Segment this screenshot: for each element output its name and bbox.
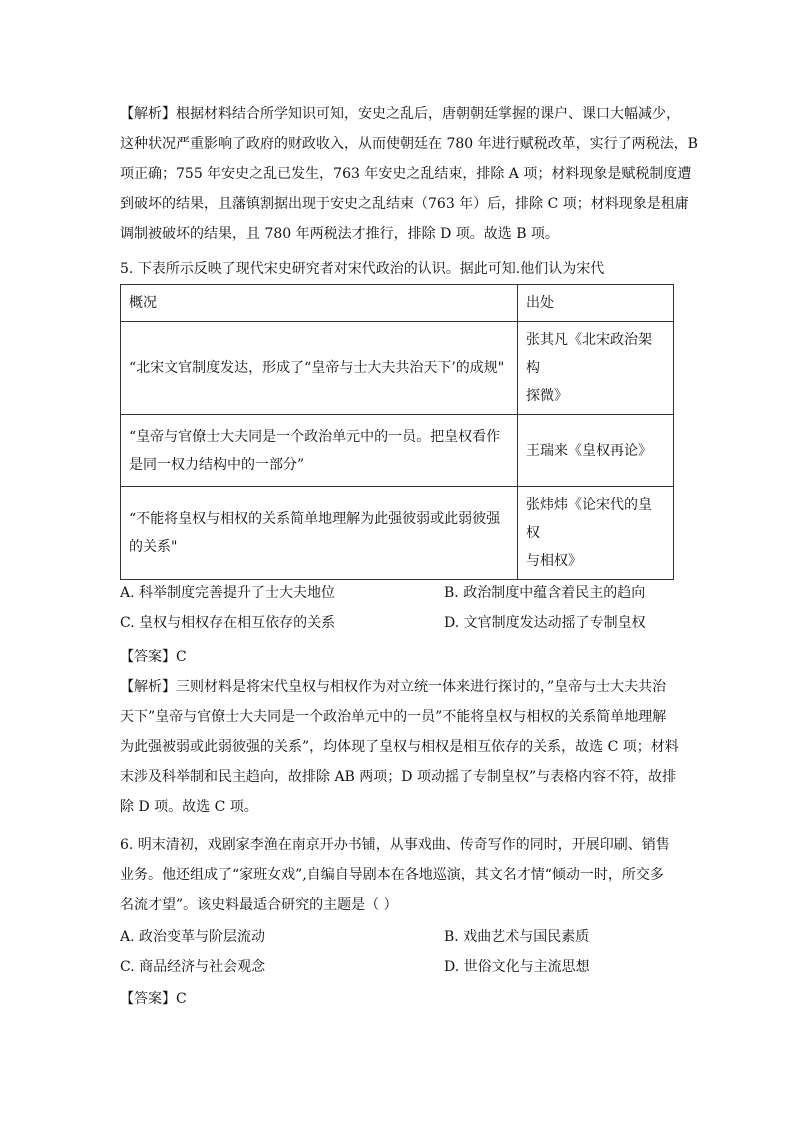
cell-line: “北宋文官制度发达，形成了“皇帝与士大夫共治天下’的成规" xyxy=(129,360,505,376)
table-header-row xyxy=(121,285,674,322)
analysis-line: 为此强被弱或此弱彼强的关系”，均体现了皇权与相权是相互依存的关系，故选 C 项；材料 xyxy=(120,739,679,755)
table-cell-summary xyxy=(121,322,518,415)
analysis-line: 到破坏的结果，且藩镇割据出现于安史之乱结束（763 年）后，排除 C 项；材料现象是租庸 xyxy=(120,196,689,212)
table-row xyxy=(121,415,674,487)
option-a[interactable]: A. 政治变革与阶层流动 xyxy=(120,929,266,945)
option-d[interactable]: D. 文官制度发达动摇了专制皇权 xyxy=(444,615,646,631)
option-c[interactable]: C. 皇权与相权存在相互依存的关系 xyxy=(120,615,336,631)
table-cell-source xyxy=(518,322,674,415)
analysis-line: 除 D 项。故选 C 项。 xyxy=(120,799,258,815)
option-d[interactable]: D. 世俗文化与主流思想 xyxy=(444,959,590,975)
table-header: 出处 xyxy=(518,285,674,322)
cell-line: 的关系" xyxy=(129,539,178,555)
answer-line: 【答案】C xyxy=(120,649,187,665)
table-row xyxy=(121,487,674,580)
analysis-q4 xyxy=(120,99,698,249)
option-b[interactable]: B. 戏曲艺术与国民素质 xyxy=(444,929,590,945)
source-table xyxy=(120,284,674,580)
question-stem-line: 6. 明末清初，戏剧家李渔在南京开办书铺，从事戏曲、传奇写作的同时，开展印刷、销售 xyxy=(120,837,670,853)
question-6-stem xyxy=(120,830,680,920)
table-cell-source xyxy=(518,487,674,580)
analysis-line: 这种状况严重影响了政府的财政收入，从而使朝廷在 780 年进行赋税改革，实行了两税法，B xyxy=(120,136,698,152)
question-5-answer xyxy=(120,642,680,822)
cell-line: 与相权》 xyxy=(526,553,582,569)
analysis-line: 【解析】根据材料结合所学知识可知，安史之乱后，唐朝朝廷掌握的课户、课口大幅减少， xyxy=(120,106,680,122)
cell-line: 张其凡《北宋政治架构 xyxy=(526,332,652,376)
question-stem-line: 业务。他还组成了“家班女戏”,自编自导剧本在各地巡演，其文名才情“倾动一时，所交多 xyxy=(120,867,664,883)
table-header: 概况 xyxy=(121,285,518,322)
table-cell-source xyxy=(518,415,674,487)
question-stem-line: 5. 下表所示反映了现代宋史研究者对宋代政治的认识。据此可知.他们认为宋代 xyxy=(120,261,605,277)
option-b[interactable]: B. 政治制度中蕴含着民主的趋向 xyxy=(444,585,646,601)
analysis-line: 【解析】三则材料是将宋代皇权与相权作为对立统一体来进行探讨的，”皇帝与士大夫共治 xyxy=(120,679,667,695)
option-a[interactable]: A. 科举制度完善提升了士大夫地位 xyxy=(120,585,336,601)
cell-line: 探微》 xyxy=(526,388,568,404)
cell-line: “不能将皇权与相权的关系简单地理解为此强彼弱或此弱彼强 xyxy=(129,511,501,527)
question-5-stem xyxy=(120,254,680,284)
analysis-line: 天下”皇帝与官僚士大夫同是一个政治单元中的一员”不能将皇权与相权的关系简单地理解 xyxy=(120,709,667,725)
answer-line: 【答案】C xyxy=(120,991,187,1007)
question-5-options xyxy=(120,578,680,638)
cell-line: 张炜炜《论宋代的皇权 xyxy=(526,497,652,541)
question-6-answer xyxy=(120,984,680,1014)
question-stem-line: 名流才望”。该史料最适合研究的主题是（ ） xyxy=(120,897,398,913)
cell-line: 是同一权力结构中的一部分” xyxy=(129,456,305,473)
analysis-line: 项正确；755 年安史之乱已发生，763 年安史之乱结束，排除 A 项；材料现象是赋税制度遭 xyxy=(120,166,692,182)
cell-line: 王瑞来《皇权再论》 xyxy=(526,442,652,459)
table-cell-summary xyxy=(121,487,518,580)
table-row xyxy=(121,322,674,415)
analysis-line: 末涉及科举制和民主趋向，故排除 AB 两项；D 项动摇了专制皇权”与表格内容不符，故排 xyxy=(120,769,677,785)
question-6-options xyxy=(120,922,680,982)
option-c[interactable]: C. 商品经济与社会观念 xyxy=(120,959,266,975)
cell-line: “皇帝与官僚士大夫同是一个政治单元中的一员。把皇权看作 xyxy=(129,428,501,445)
analysis-line: 调制被破坏的结果，且 780 年两税法才推行，排除 D 项。故选 B 项。 xyxy=(120,226,559,242)
table-cell-summary xyxy=(121,415,518,487)
